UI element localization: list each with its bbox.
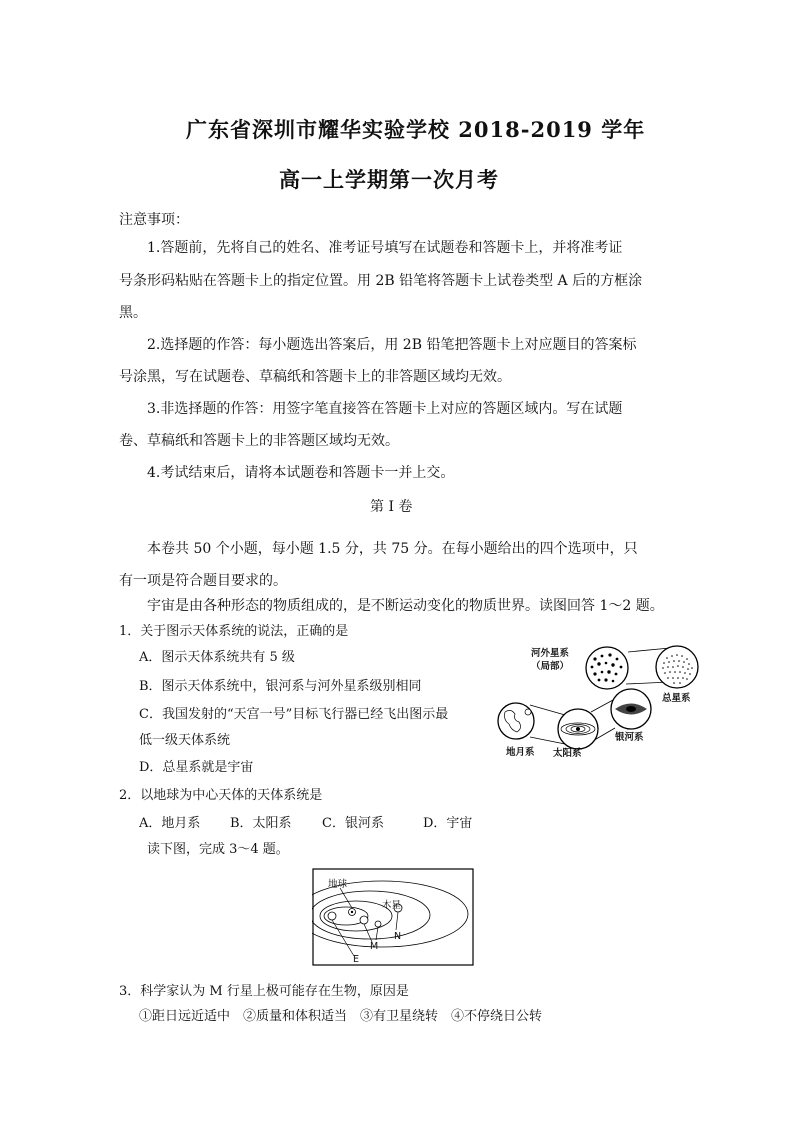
section-intro-line2: 有一项是符合题目要求的。 — [119, 573, 287, 589]
notes-heading: 注意事项： — [119, 212, 189, 228]
label-extragalactic-line1: 河外星系 — [531, 648, 570, 659]
label-earth: 地球 — [328, 879, 348, 890]
note-item1-line2: 号条形码粘贴在答题卡上的指定位置。用 2B 铅笔将答题卡上试卷类型 A 后的方框涂 — [119, 273, 643, 289]
passage2: 读下图，完成 3～4 题。 — [147, 842, 289, 857]
q1-stem: 1．关于图示天体系统的说法，正确的是 — [119, 624, 349, 639]
passage1: 宇宙是由各种形态的物质组成的，是不断运动变化的物质世界。读图回答 1～2 题。 — [147, 598, 664, 614]
note-item1-line1: 1.答题前，先将自己的姓名、准考证号填写在试题卷和答题卡上，并将准考证 — [147, 240, 623, 256]
label-n: N — [394, 931, 402, 942]
note-item3-line2: 卷、草稿纸和答题卡上的非答题区域均无效。 — [119, 433, 399, 449]
planet-mars — [375, 921, 381, 927]
q3-options: ①距日远近适中 ②质量和体积适当 ③有卫星绕转 ④不停绕日公转 — [139, 1009, 543, 1024]
note-item3-line1: 3.非选择题的作答：用签字笔直接答在答题卡上对应的答题区域内。写在试题 — [147, 401, 623, 417]
q2-option-c: C．银河系 — [322, 816, 384, 831]
q1-option-a: A．图示天体系统共有 5 级 — [139, 650, 295, 665]
q2-option-a: A．地月系 — [139, 816, 201, 831]
note-item1-line3: 黑。 — [119, 305, 147, 321]
universe-circle — [656, 646, 698, 688]
section-title: 第 I 卷 — [370, 499, 413, 515]
title-line1: 广东省深圳市耀华实验学校 2018-2019 学年 — [186, 117, 646, 142]
section-intro-line1: 本卷共 50 个小题，每小题 1.5 分，共 75 分。在每小题给出的四个选项中，只 — [147, 541, 638, 557]
planet-m — [360, 916, 368, 924]
label-milky-way: 银河系 — [615, 732, 644, 743]
label-e: E — [353, 954, 360, 965]
sun — [328, 912, 336, 920]
q1-option-c-line2: 低一级天体系统 — [139, 733, 231, 748]
label-earth-moon: 地月系 — [506, 747, 535, 758]
label-jupiter: 木星 — [382, 900, 402, 911]
q2-option-d: D．宇宙 — [423, 816, 473, 831]
note-item4-line1: 4.考试结束后，请将本试题卷和答题卡一并上交。 — [147, 465, 455, 481]
q2-option-b: B．太阳系 — [230, 816, 292, 831]
q1-option-b: B．图示天体系统中，银河系与河外星系级别相同 — [139, 679, 422, 694]
note-item2-line2: 号涂黑，写在试题卷、草稿纸和答题卡上的非答题区域均无效。 — [119, 369, 511, 385]
q1-option-c-line1: C．我国发射的“天宫一号”目标飞行器已经飞出图示最 — [139, 707, 449, 722]
note-item2-line1: 2.选择题的作答：每小题选出答案后，用 2B 铅笔把答题卡上对应题目的答案标 — [147, 337, 637, 353]
label-universe: 总星系 — [662, 693, 691, 704]
title-line2: 高一上学期第一次月考 — [279, 167, 499, 192]
label-m: M — [370, 941, 379, 952]
q2-stem: 2．以地球为中心天体的天体系统是 — [119, 788, 323, 803]
label-solar-system: 太阳系 — [553, 748, 582, 759]
label-extragalactic-line2: （局部） — [531, 661, 570, 672]
q1-option-d: D．总星系就是宇宙 — [139, 760, 254, 775]
q3-stem: 3．科学家认为 M 行星上极可能存在生物，原因是 — [119, 984, 409, 999]
